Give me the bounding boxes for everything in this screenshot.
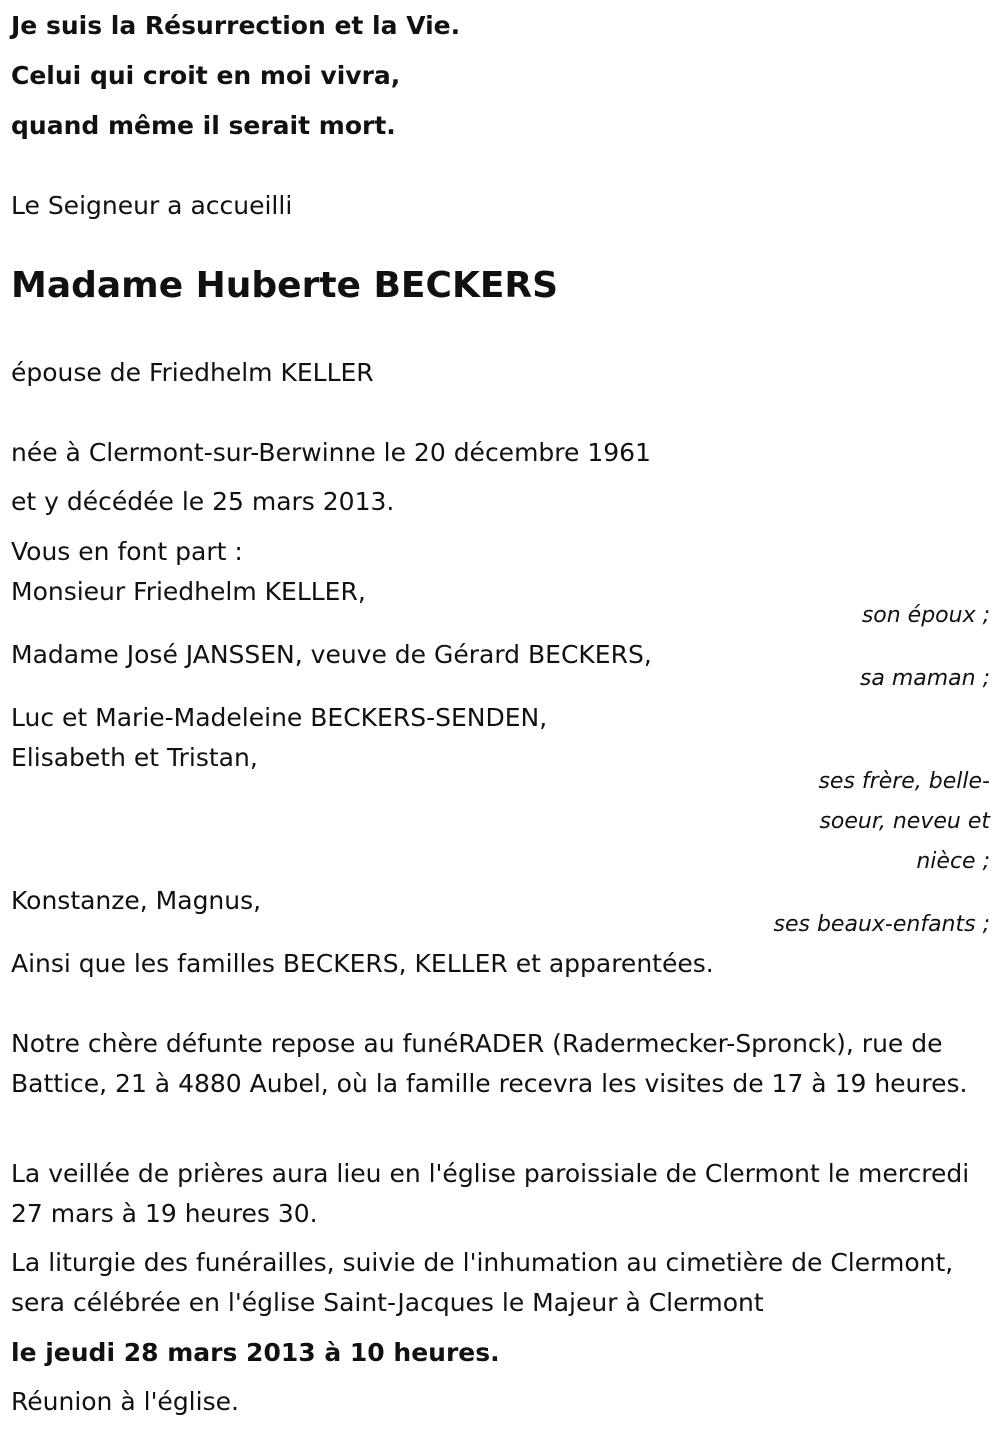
families-line: Ainsi que les familles BECKERS, KELLER et apparentées. [11, 949, 714, 978]
birth-line: née à Clermont-sur-Berwinne le 20 décembre 1961 [11, 438, 651, 467]
intro-text: Le Seigneur a accueilli [11, 191, 293, 220]
announce-intro: Vous en font part : [11, 537, 243, 566]
spouse-line: épouse de Friedhelm KELLER [11, 358, 374, 387]
family-name: Monsieur Friedhelm KELLER, [11, 577, 366, 606]
rest-place-paragraph: Notre chère défunte repose au funéRADER (Radermecker-Spronck), rue de Battice, 21 à 4880 Aubel, où la famille recevra les visites de 17 à 19 heures. [11, 1029, 968, 1098]
family-name: Madame José JANSSEN, veuve de Gérard BECKERS, [11, 640, 652, 669]
funeral-date: le jeudi 28 mars 2013 à 10 heures. [11, 1338, 500, 1367]
vigil-paragraph: La veillée de prières aura lieu en l'église paroissiale de Clermont le mercredi 27 mars à 19 heures 30. [11, 1159, 970, 1228]
family-name: Elisabeth et Tristan, [11, 743, 258, 772]
verse-line-3: quand même il serait mort. [11, 111, 396, 140]
meeting-line: Réunion à l'église. [11, 1387, 239, 1416]
family-relation: sa maman ; [859, 666, 990, 691]
family-name: Konstanze, Magnus, [11, 886, 262, 915]
family-relation: ses beaux-enfants ; [773, 912, 990, 937]
family-relation: nièce ; [916, 849, 990, 874]
deceased-name: Madame Huberte BECKERS [11, 265, 559, 306]
verse-line-2: Celui qui croit en moi vivra, [11, 61, 401, 90]
verse-line-1: Je suis la Résurrection et la Vie. [11, 11, 461, 40]
death-line: et y décédée le 25 mars 2013. [11, 487, 395, 516]
family-relation: son époux ; [861, 603, 990, 628]
family-name: Luc et Marie-Madeleine BECKERS-SENDEN, [11, 703, 548, 732]
family-relation: ses frère, belle- [818, 769, 990, 794]
family-relation: soeur, neveu et [819, 809, 990, 834]
funeral-paragraph: La liturgie des funérailles, suivie de l'inhumation au cimetière de Clermont, sera célébrée en l'église Saint-Jacques le Majeur à Clermont [11, 1248, 954, 1317]
